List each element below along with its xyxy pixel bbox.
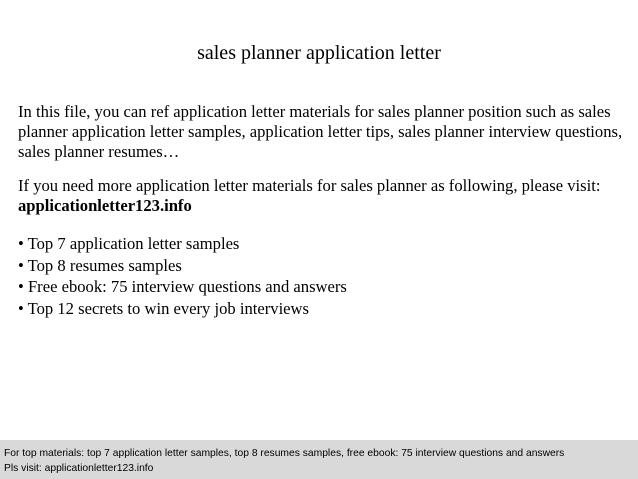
- intro-paragraph: In this file, you can ref application letter materials for sales planner position such as sales planner application letter samples, application letter tips, sales planner interview questions, sales planner resumes…: [18, 102, 623, 161]
- bullet-list: [18, 233, 624, 319]
- slide-content: [18, 102, 624, 319]
- more-text: If you need more application letter materials for sales planner as following, please visit:: [18, 176, 601, 195]
- footer-bar: [0, 440, 638, 479]
- bullet-item: • Free ebook: 75 interview questions and answers: [18, 277, 347, 296]
- bullet-item: • Top 8 resumes samples: [18, 255, 182, 275]
- site-link[interactable]: applicationletter123.info: [18, 196, 192, 215]
- footer-line-visit: Pls visit: applicationletter123.info: [4, 463, 154, 474]
- more-paragraph: [18, 176, 624, 216]
- bullet-item: • Top 12 secrets to win every job interviews: [18, 298, 309, 318]
- bullet-item: • Top 7 application letter samples: [18, 234, 240, 253]
- footer-line-materials: For top materials: top 7 application letter samples, top 8 resumes samples, free ebook: 75 interview questions and answers: [4, 448, 565, 459]
- slide-title: sales planner application letter: [197, 42, 441, 64]
